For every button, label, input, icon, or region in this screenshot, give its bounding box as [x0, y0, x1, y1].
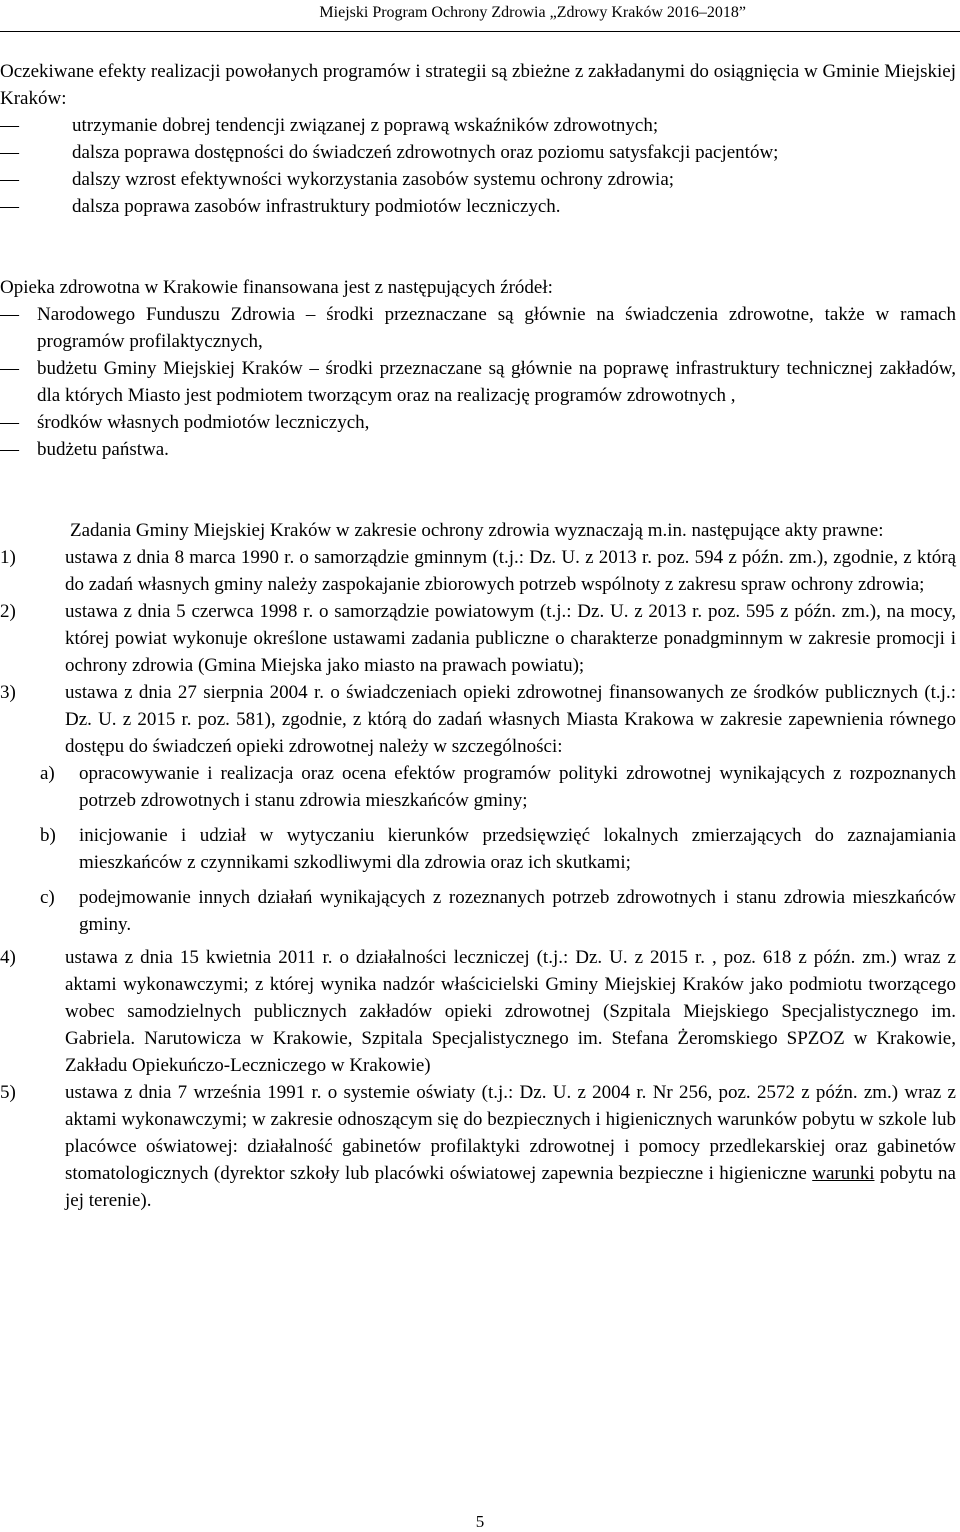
- sub-item: [0, 760, 956, 814]
- sub-list: [0, 760, 956, 938]
- sub-item-marker: b): [40, 825, 56, 846]
- legal-act-item: [0, 1079, 956, 1214]
- legal-act-item: [0, 544, 956, 598]
- header-rule: [0, 31, 960, 32]
- item-marker: 5): [0, 1082, 16, 1103]
- legal-act-item: [0, 944, 956, 1079]
- item-marker: 2): [0, 601, 16, 622]
- page-number: 5: [475, 1512, 485, 1531]
- page-content: [0, 58, 956, 1214]
- sub-item: [0, 884, 956, 938]
- section1-intro: Oczekiwane efekty realizacji powołanych programów i strategii są zbieżne z zakładanymi do osiągnięcia w Gminie Miejskiej Kraków:: [0, 61, 956, 109]
- spacer: [0, 220, 956, 274]
- sub-item: [0, 822, 956, 876]
- spacer: [0, 463, 956, 517]
- section1-list: [0, 112, 956, 220]
- list-item: — dalszy wzrost efektywności wykorzystania zasobów systemu ochrony zdrowia;: [0, 166, 956, 193]
- list-item: — środków własnych podmiotów leczniczych,: [0, 409, 956, 436]
- legal-act-item: [0, 679, 956, 760]
- section2-intro: Opieka zdrowotna w Krakowie finansowana jest z następujących źródeł:: [0, 277, 553, 298]
- legal-acts-list: [0, 544, 956, 760]
- item-marker: 3): [0, 682, 16, 703]
- sub-item-marker: a): [40, 763, 55, 784]
- sub-item-marker: c): [40, 887, 55, 908]
- legal-act-item: [0, 598, 956, 679]
- underlined-word: warunki: [812, 1163, 875, 1184]
- item-text: ustawa z dnia 27 sierpnia 2004 r. o świadczeniach opieki zdrowotnej finansowanych ze środków publicznych (t.j.: Dz. U. z 2015 r. poz. 581), zgodnie, z którą do zadań własnych Miasta Krakowa w zakresie zapewnienia równego dostępu do świadczeń opieki zdrowotnej należy w szczególności:: [65, 682, 956, 757]
- legal-acts-list-continued: [0, 944, 956, 1214]
- item-text: ustawa z dnia 8 marca 1990 r. o samorządzie gminnym (t.j.: Dz. U. z 2013 r. poz. 594 z późn. zm.), zgodnie, z którą do zadań własnych gminy należy zaspokajanie zbiorowych potrzeb wspólnoty z zakresu spraw ochrony zdrowia;: [65, 547, 956, 595]
- list-item: — dalsza poprawa zasobów infrastruktury podmiotów leczniczych.: [0, 193, 956, 220]
- item-marker: 1): [0, 547, 16, 568]
- sub-item-text: opracowywanie i realizacja oraz ocena efektów programów polityki zdrowotnej wynikających z rozpoznanych potrzeb zdrowotnych i stanu zdrowia mieszkańców gminy;: [79, 763, 956, 811]
- sub-item-text: podejmowanie innych działań wynikających z rozeznanych potrzeb zdrowotnych i stanu zdrowia mieszkańców gminy.: [79, 887, 956, 935]
- item-text: pobytu na jej terenie).: [65, 1163, 956, 1211]
- list-item: — budżetu państwa.: [0, 436, 956, 463]
- item-text: ustawa z dnia 7 września 1991 r. o systemie oświaty (t.j.: Dz. U. z 2004 r. Nr 256, poz. 2572 z późn. zm.) wraz z aktami wykonawczymi; w zakresie odnoszącym się do bezpiecznych i higienicznych warunków pobytu w szkole lub placówce oświatowej: działalność gabinetów profilaktyki zdrowotnej i pomocy przedlekarskiej oraz gabinetów stomatologicznych (dyrektor szkoły lub placówki oświatowej zapewnia bezpieczne i higieniczne: [65, 1082, 956, 1184]
- list-item: — utrzymanie dobrej tendencji związanej z poprawą wskaźników zdrowotnych;: [0, 112, 956, 139]
- list-item: — dalsza poprawa dostępności do świadczeń zdrowotnych oraz poziomu satysfakcji pacjentów;: [0, 139, 956, 166]
- item-text: ustawa z dnia 15 kwietnia 2011 r. o działalności leczniczej (t.j.: Dz. U. z 2015 r. , poz. 618 z późn. zm.) wraz z aktami wykonawczymi; z której wynika nadzór właścicielski Gminy Miejskiej Kraków jako podmiotu tworzącego wobec samodzielnych publicznych zakładów opieki zdrowotnej (Szpitala Miejskiego Specjalistycznego im. Gabriela. Narutowicza w Krakowie, Szpitala Specjalistycznego im. Stefana Żeromskiego SPZOZ w Krakowie, Zakładu Opiekuńczo-Leczniczego w Krakowie): [65, 947, 956, 1076]
- sub-item-text: inicjowanie i udział w wytyczaniu kierunków przedsięwzięć lokalnych zmierzających do zaznajamiania mieszkańców z czynnikami szkodliwymi dla zdrowia oraz ich skutkami;: [79, 825, 956, 873]
- section3-intro: Zadania Gminy Miejskiej Kraków w zakresie ochrony zdrowia wyznaczają m.in. następujące akty prawne:: [70, 520, 884, 541]
- running-header: Miejski Program Ochrony Zdrowia „Zdrowy Kraków 2016–2018”: [319, 4, 746, 21]
- section2-list: [0, 301, 956, 463]
- item-marker: 4): [0, 947, 16, 968]
- item-text: ustawa z dnia 5 czerwca 1998 r. o samorządzie powiatowym (t.j.: Dz. U. z 2013 r. poz. 595 z późn. zm.), na mocy, której powiat wykonuje określone ustawami zadania publiczne o charakterze ponadgminnym w zakresie promocji i ochrony zdrowia (Gmina Miejska jako miasto na prawach powiatu);: [65, 601, 956, 676]
- list-item: — budżetu Gminy Miejskiej Kraków – środki przeznaczane są głównie na poprawę infrastruktury technicznej zakładów, dla których Miasto jest podmiotem tworzącym oraz na realizację programów zdrowotnych ,: [0, 355, 956, 409]
- list-item: — Narodowego Funduszu Zdrowia – środki przeznaczane są głównie na świadczenia zdrowotne, także w ramach programów profilaktycznych,: [0, 301, 956, 355]
